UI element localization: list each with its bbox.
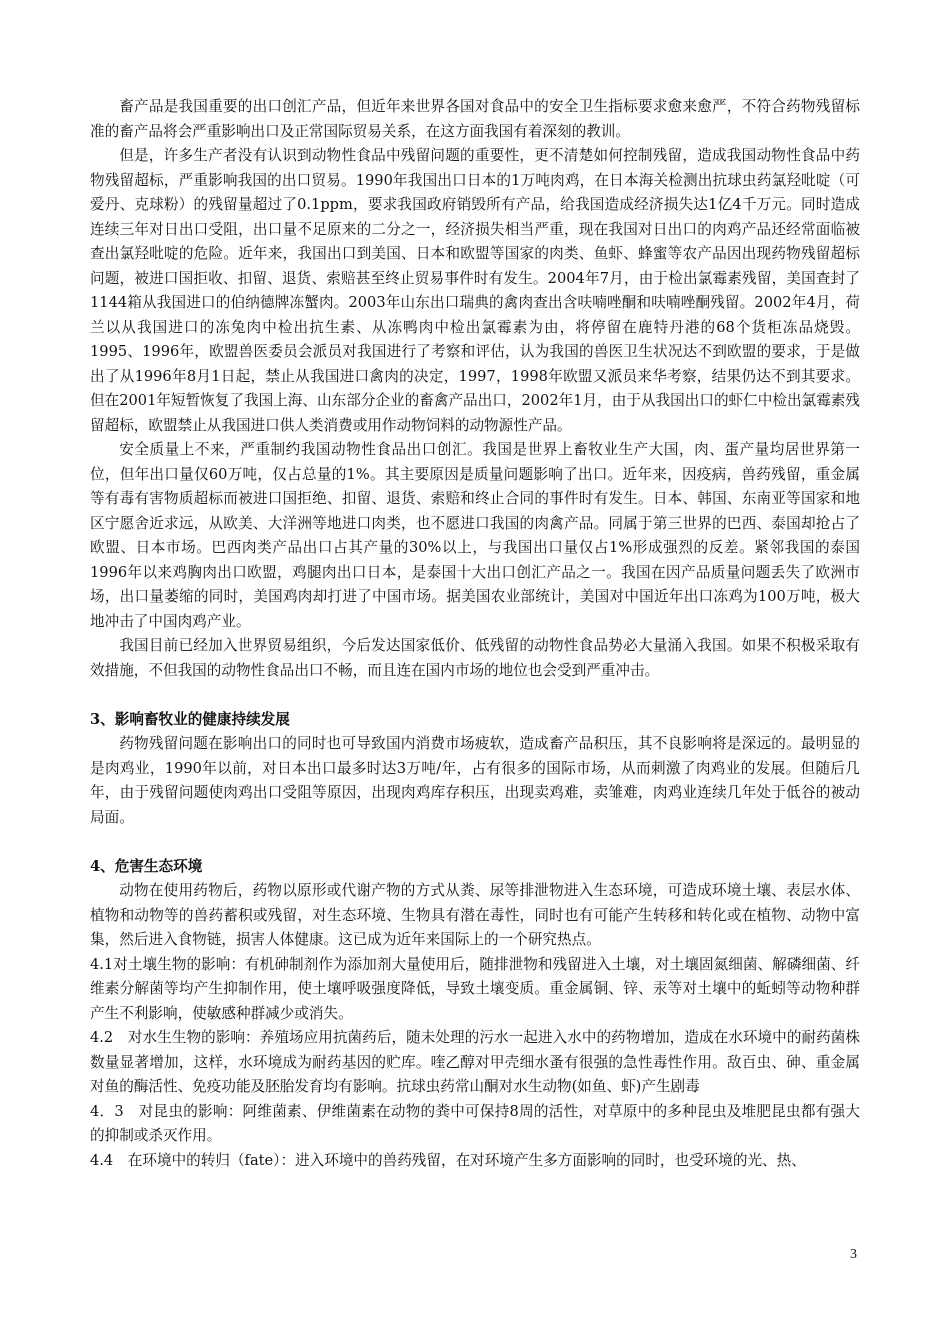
section-4-4-paragraph: 4.4 在环境中的转归（fate）：进入环境中的兽药残留，在对环境产生多方面影响的同时，也受环境的光、热、 xyxy=(90,1151,806,1169)
intro-paragraph-3: 安全质量上不来，严重制约我国动物性食品出口创汇。我国是世界上畜牧业生产大国，肉、蛋产量均居世界第一位，但年出口量仅60万吨，仅占总量的1%。其主要原因是质量问题影响了出口。近年来，因疫病，兽药残留，重金属等有毒有害物质超标而被进口国拒绝、扣留、退货、索赔和终止合同的事件时有发生。日本、韩国、东南亚等国家和地区宁愿舍近求远，从欧美、大洋洲等地进口肉类，也不愿进口我国的肉禽产品。同属于第三世界的巴西、泰国却抢占了欧盟、日本市场。巴西肉类产品出口占其产量的30%以上，与我国出口量仅占1%形成强烈的反差。紧邻我国的泰国1996年以来鸡胸肉出口欧盟，鸡腿肉出口日本，是泰国十大出口创汇产品之一。我国在因产品质量问题丢失了欧洲市场，出口量萎缩的同时，美国鸡肉却打进了中国市场。据美国农业部统计，美国对中国近年出口冻鸡为100万吨，极大地冲击了中国肉鸡产业。 xyxy=(90,441,860,630)
spacer xyxy=(90,830,860,855)
section-4-heading: 4、危害生态环境 xyxy=(90,857,203,875)
section-3-heading: 3、影响畜牧业的健康持续发展 xyxy=(90,710,290,728)
intro-paragraph-4: 我国目前已经加入世界贸易组织，今后发达国家低价、低残留的动物性食品势必大量涌入我国。如果不积极采取有效措施，不但我国的动物性食品出口不畅，而且连在国内市场的地位也会受到严重冲击。 xyxy=(90,637,860,679)
spacer xyxy=(90,683,860,708)
intro-paragraph-1: 畜产品是我国重要的出口创汇产品，但近年来世界各国对食品中的安全卫生指标要求愈来愈严，不符合药物残留标准的畜产品将会严重影响出口及正常国际贸易关系，在这方面我国有着深刻的教训。 xyxy=(90,98,860,140)
intro-paragraph-2: 但是，许多生产者没有认识到动物性食品中残留问题的重要性，更不清楚如何控制残留，造成我国动物性食品中药物残留超标，严重影响我国的出口贸易。1990年我国出口日本的1万吨肉鸡，在日本海关检测出抗球虫药氯羟吡啶（可爱丹、克球粉）的残留量超过了0.1ppm，要求我国政府销毁所有产品，给我国造成经济损失达1亿4千万元。同时造成连续三年对日出口受阻，出口量不足原来的二分之一，经济损失相当严重，现在我国对日出口的肉鸡产品还经常面临被查出氯羟吡啶的危险。近年来，我国出口到美国、日本和欧盟等国家的肉类、鱼虾、蜂蜜等农产品因出现药物残留超标问题，被进口国拒收、扣留、退货、索赔甚至终止贸易事件时有发生。2004年7月，由于检出氯霉素残留，美国查封了1144箱从我国进口的伯纳德牌冻蟹肉。2003年山东出口瑞典的禽肉查出含呋喃唑酮和呋喃唑酮残留。2002年4月，荷兰以从我国进口的冻兔肉中检出抗生素、从冻鸭肉中检出氯霉素为由，将停留在鹿特丹港的68个货柜冻品烧毁。1995、1996年，欧盟兽医委员会派员对我国进行了考察和评估，认为我国的兽医卫生状况达不到欧盟的要求，于是做出了从1996年8月1日起，禁止从我国进口禽肉的决定，1997，1998年欧盟又派员来华考察，结果仍达不到其要求。但在2001年短暂恢复了我国上海、山东部分企业的畜禽产品出口，2002年1月，由于从我国出口的虾仁中检出氯霉素残留超标，欧盟禁止从我国进口供人类消费或用作动物饲料的动物源性产品。 xyxy=(90,147,860,434)
section-4-1-paragraph: 4.1对土壤生物的影响：有机砷制剂作为添加剂大量使用后，随排泄物和残留进入土壤，对土壤固氮细菌、解磷细菌、纤维素分解菌等均产生抑制作用，使土壤呼吸强度降低，导致土壤变质。重金属铜、锌、汞等对土壤中的蚯蚓等动物种群产生不利影响，使敏感种群减少或消失。 xyxy=(90,955,860,1022)
section-4-3-paragraph: 4．3 对昆虫的影响：阿维菌素、伊维菌素在动物的粪中可保持8周的活性，对草原中的多种昆虫及堆肥昆虫都有强大的抑制或杀灭作用。 xyxy=(90,1102,860,1144)
section-4-2-paragraph: 4.2 对水生生物的影响：养殖场应用抗菌药后，随未处理的污水一起进入水中的药物增加，造成在水环境中的耐药菌株数量显著增加，这样，水环境成为耐药基因的贮库。喹乙醇对甲壳细水蚤有很强的急性毒性作用。敌百虫、砷、重金属对鱼的酶活性、免疫功能及胚胎发育均有影响。抗球虫药常山酮对水生动物(如鱼、虾)产生剧毒 xyxy=(90,1029,860,1095)
document-body xyxy=(90,95,860,1173)
section-3-paragraph: 药物残留问题在影响出口的同时也可导致国内消费市场疲软，造成畜产品积压，其不良影响将是深远的。最明显的是肉鸡业，1990年以前，对日本出口最多时达3万吨/年，占有很多的国际市场，从而刺激了肉鸡业的发展。但随后几年，由于残留问题使肉鸡出口受阻等原因，出现肉鸡库存积压，出现卖鸡难，卖雏难，肉鸡业连续几年处于低谷的被动局面。 xyxy=(90,735,860,826)
page-number: 3 xyxy=(850,1247,857,1262)
section-4-paragraph: 动物在使用药物后，药物以原形或代谢产物的方式从粪、尿等排泄物进入生态环境，可造成环境土壤、表层水体、植物和动物等的兽药蓄积或残留，对生态环境、生物具有潜在毒性，同时也有可能产生转移和转化或在植物、动物中富集，然后进入食物链，损害人体健康。这已成为近年来国际上的一个研究热点。 xyxy=(90,882,860,948)
